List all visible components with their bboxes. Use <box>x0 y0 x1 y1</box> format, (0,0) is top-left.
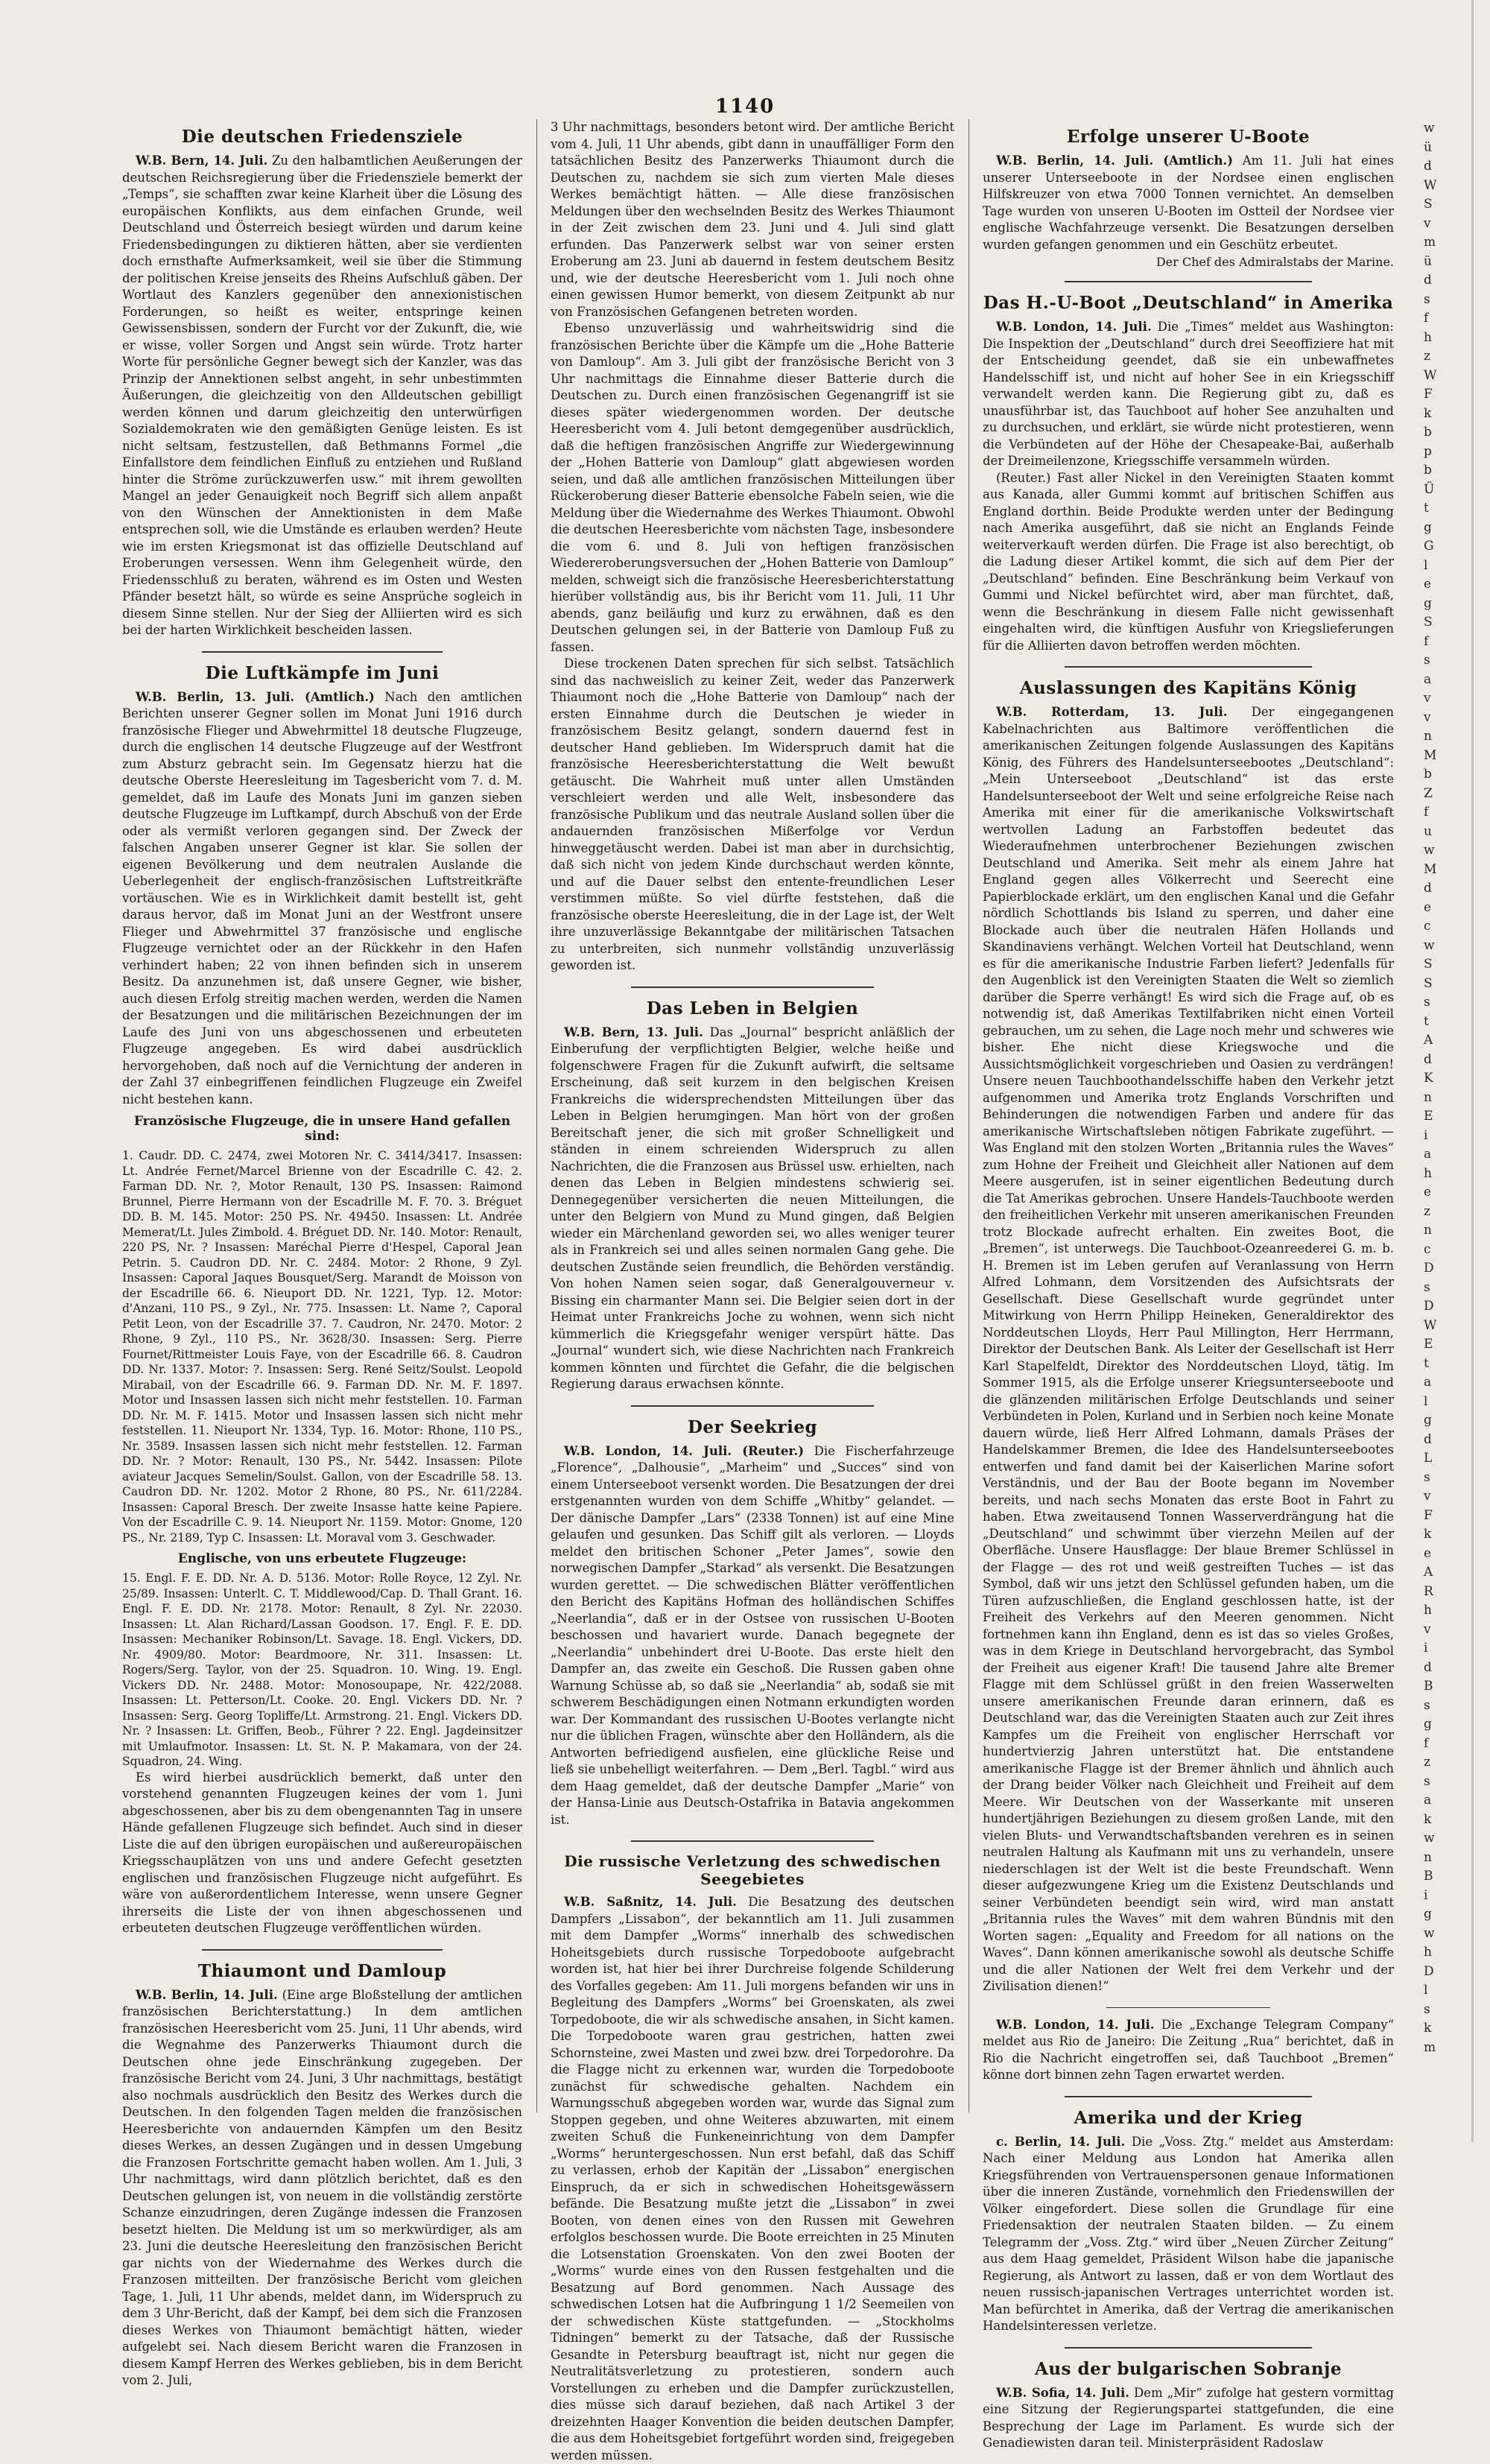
bleed-line: b <box>1424 425 1432 440</box>
dateline: W.B. Saßnitz, 14. Juli. <box>564 1895 737 1909</box>
bleed-line: k <box>1424 1811 1432 1827</box>
body-text: Am 11. Juli hat eines unserer Unterseeboote in der Nordsee einen englischen Hilfskreuzer von etwa 7000 Tonnen vernichtet. An demselben Tage wurden von unseren U-Booten im Ostteil der Nordsee vier englische Wachfahrzeuge versenkt. Die Besatzungen derselben wurden gefangen genommen und ein Geschütz erbeutet. <box>983 153 1394 252</box>
dateline: W.B. Berlin, 14. Juli. <box>136 1987 278 2002</box>
separator <box>631 1405 873 1407</box>
bleed-line: e <box>1424 899 1432 915</box>
body-text: Nach den amtlichen Berichten unserer Gegner sollen im Monat Juni 1916 durch französische Flieger und Abwehrmittel 18 deutsche Flugzeuge, durch die englischen 14 deutsche Flugzeuge auf der Westfront zum Absturz gebracht sein. Im Gegensatz hierzu hat die deutsche Oberste Heeresleitung im Tagesbericht vom 7. d. M. gemeldet, daß im Laufe des Monats Juni im ganzen sieben deutsche Flugzeuge im Luftkampf, durch Abschuß von der Erde oder als vermißt verloren gegangen sind. Der Zweck der falschen Angaben unserer Gegner ist klar. Sie sollen der eigenen Bevölkerung und dem neutralen Auslande die Ueberlegenheit der englisch-französischen Luftstreitkräfte vortäuschen. Wie es in Wirklichkeit damit bestellt ist, geht daraus hervor, daß im Monat Juni an der Westfront unsere Flieger und Abwehrmittel 37 französische und englische Flugzeuge vernichtet oder an der Rückkehr in den Hafen verhindert haben; 22 von ihnen befinden sich in unserem Besitz. Da anzunehmen ist, daß unsere Gegner, wie bisher, auch diesen Erfolg streitig machen werden, werden die Namen der Besatzungen und die militärischen Bezeichnungen der im Laufe des Juni von uns abgeschossenen und erbeuteten Flugzeuge angegeben. Es wird dabei ausdrücklich hervorgehoben, daß noch auf die Vernichtung der anderen in der Zahl 37 einbegriffenen feindlichen Flugzeuge ein Zweifel nicht bestehen kann. <box>122 689 522 1106</box>
bleed-line: f <box>1424 633 1429 649</box>
bleed-line: F <box>1424 387 1433 402</box>
bleed-line: z <box>1424 1203 1430 1219</box>
dateline: W.B. London, 14. Juli. <box>996 2017 1155 2032</box>
bleed-line: W <box>1424 367 1437 383</box>
headline: Thiaumont und Damloup <box>197 1960 447 1981</box>
bleed-line: k <box>1424 405 1432 421</box>
article-kapitaen-koenig <box>983 678 1394 1995</box>
bleed-line: A <box>1424 1565 1433 1580</box>
list-english-planes: 15. Engl. F. E. DD. Nr. A. D. 5136. Motor: Rolle Royce, 12 Zyl. Nr. 25/89. Insassen: Unterlt. C. T. Middlewood/Cap. D. Thall Grant. 16. Engl. F. E. DD. Nr. 2178. Motor: Renault, 8 Zyl. Nr. 22030. Insassen: Lt. Alan Richard/Lassan Goodson. 17. Engl. F. E. DD. Insassen: Mechaniker Robinson/Lt. Savage. 18. Engl. Vickers, DD. Nr. 4909/80. Motor: Beardmoore, Nr. 311. Insassen: Lt. Rogers/Serg. Taylor, von der 25. Squadron. 10. Wing. 19. Engl. Vickers DD. Nr. 2488. Motor: Monosoupape, Nr. 422/2088. Insassen: Lt. Petterson/Lt. Cooke. 20. Engl. Vickers DD. Nr. ? Insassen: Serg. Georg Topliffe/Lt. Armstrong. 21. Engl. Vickers DD. Nr. ? Insassen: Lt. Griffen, Beob., Führer ? 22. Engl. Jagdeinsitzer mit Umlaufmotor. Insassen: Lt. St. N. P. Makamara, von der 24. Squadron, 24. Wing. <box>122 1571 522 1768</box>
bleed-line: f <box>1424 805 1429 820</box>
bleed-line: S <box>1424 957 1433 972</box>
bleed-line: d <box>1424 159 1432 174</box>
bleed-line: s <box>1424 2001 1430 2017</box>
article-seekrieg <box>551 1417 954 1829</box>
bleed-line: M <box>1424 747 1437 763</box>
body-text: Die „Exchange Telegram Company“ meldet aus Rio de Janeiro: Die Zeitung „Rua“ berichtet, daß in Rio die Nachricht eingetroffen sei, daß Tauchboot „Bremen“ könne dort binnen zehn Tagen erwartet werden. <box>983 2017 1395 2082</box>
column-right <box>972 119 1404 2450</box>
bleed-line: a <box>1424 1375 1432 1390</box>
article-body <box>551 1024 954 1393</box>
bleed-line: S <box>1424 975 1433 991</box>
column-middle <box>540 119 965 2463</box>
article-u-boote <box>983 127 1394 269</box>
bleed-line: n <box>1424 729 1432 744</box>
bleed-line: ü <box>1424 139 1432 155</box>
list-french-planes: 1. Caudr. DD. C. 2474, zwei Motoren Nr. C. 3414/3417. Insassen: Lt. Andrée Fernet/Marcel Brienne von der Escadrille C. 42. 2. Farman DD. Nr. ?, Motor Renault, 130 PS. Insassen: Raimond Brunnel, Pierre Hermann von der Escadrille M. F. 70. 3. Bréguet DD. B. M. 145. Motor: 250 PS. Nr. 49450. Insassen: Lt. Andrée Memerat/Lt. Jules Zimbold. 4. Bréguet DD. Nr. 140. Motor: Renault, 220 PS, Nr. ? Insassen: Maréchal Pierre d'Hespel, Caporal Jean Petrin. 5. Caudron DD. Nr. C. 2484. Motor: 2 Rhone, 9 Zyl. Insassen: Caporal Jaques Bousquet/Serg. Marandt de Moisson von der Escadrille 66. 6. Nieuport DD. Nr. 1221, Typ. 12. Motor: d'Anzani, 110 PS., 9 Zyl., Nr. 775. Insassen: Lt. Name ?, Caporal Petit Leon, von der Escadrille 37. 7. Caudron, Nr. 2470. Motor: 2 Rhone, 9 Zyl., 110 PS., Nr. 3628/30. Insassen: Serg. Pierre Fournet/Rittmeister Louis Faye, von der Escadrille 66. 8. Caudron DD. Nr. 1337. Motor: ?. Insassen: Serg. René Seitz/Soulst. Leopold Mirabail, von der Escadrille 66. 9. Farman DD. Nr. M. F. 1897. Motor und Insassen lassen sich nicht mehr feststellen. 10. Farman DD. Nr. M. F. 1415. Motor und Insassen lassen sich nicht mehr feststellen. 11. Nieuport Nr. 1334, Typ. 16. Motor: Rhone, 110 PS., Nr. 3589. Insassen lassen sich nicht mehr feststellen. 12. Farman DD. Nr. ? Motor: Renault, 130 PS., Nr. 5442. Insassen: Pilote aviateur Jacques Semelin/Soulst. Gallon, von der Escadrille 58. 13. Caudron DD. Nr. 1202. Motor 2 Rhone, 80 PS., Nr. 611/2284. Insassen: Caporal Bresch. Der zweite Insasse hatte keine Papiere. Von der Escadrille C. 9. 14. Nieuport Nr. 1159. Motor: Gnome, 120 PS., Nr. 2189, Typ C. Insassen: Lt. Moraval vom 3. Geschwader. <box>122 1149 522 1545</box>
article-bremen-rio <box>983 2017 1394 2084</box>
bleed-line: s <box>1424 291 1430 307</box>
article-body <box>983 704 1394 1995</box>
bleed-line: W <box>1424 1317 1437 1333</box>
article-thiaumont-continued <box>551 119 954 975</box>
body-text: Die „Times“ meldet aus Washington: Die Inspektion der „Deutschland“ durch drei Seeoffiziere hat mit der Entscheidung geendet, daß sie ein unbewaffnetes Handelsschiff ist, und nicht auf hoher See in ein Kriegsschiff verwandelt werden kann. Die Regierung gibt zu, daß es unausführbar ist, das Tauchboot auf hoher See anzuhalten und zu durchsuchen, und erklärt, sie würde nicht protestieren, wenn die Verbündeten auf der Höhe der Chesapeake-Bai, außerhalb der Dreimeilenzone, Kriegsschiffe versammeln würden. <box>983 320 1394 468</box>
bleed-line: t <box>1424 501 1429 516</box>
bleed-line: d <box>1424 881 1432 896</box>
bleed-line: m <box>1424 235 1436 250</box>
bleed-line: v <box>1424 1621 1431 1637</box>
dateline: W.B. Berlin, 13. Juli. (Amtlich.) <box>136 689 375 704</box>
article-friedensziele <box>122 127 522 639</box>
bleed-line: e <box>1424 1545 1432 1561</box>
bleed-line: e <box>1424 577 1432 592</box>
headline: Die Luftkämpfe im Juni <box>205 662 440 683</box>
article-deutschland-amerika <box>983 293 1394 654</box>
headline: Erfolge unserer U-Boote <box>1066 127 1310 147</box>
bleed-line: d <box>1424 1051 1432 1067</box>
dateline: W.B. London, 14. Juli. <box>996 320 1152 334</box>
bleed-line: n <box>1424 1223 1432 1238</box>
bleed-line: c <box>1424 919 1431 934</box>
bleed-line: v <box>1424 709 1431 725</box>
body-text: (Eine arge Bloßstellung der amtlichen französischen Berichterstattung.) In dem amtlichen französischen Heeresbericht vom 25. Juni, 11 Uhr abends, wird die Wegnahme des Panzerwerks Thiaumont durch die Deutschen ohne jede Einschränkung zugegeben. Der französische Bericht vom 24. Juni, 3 Uhr nachmittags, bestätigt also nochmals ausdrücklich den Besitz des Werkes durch die Deutschen. In den folgenden Tagen melden die französischen Heeresberichte von andauernden Kämpfen um den Besitz dieses Werkes, an dessen Zugängen und in dessen Umgebung die Franzosen Fortschritte gemacht haben wollen. Am 1. Juli, 3 Uhr nachmittags, wird dann plötzlich berichtet, daß es den Deutschen gelungen ist, von neuem in die vollständig zerstörte Schanze einzudringen, deren Zugänge indessen die Franzosen besetzt hielten. Die Meldung ist um so merkwürdiger, als am 23. Juni die deutsche Heeresleitung den französischen Bericht gar nichts von der Wiedernahme des Werkes durch die Franzosen mitteilten. Der französische Bericht vom gleichen Tage, 1. Juli, 11 Uhr abends, meldet dann, im Widerspruch zu dem 3 Uhr-Bericht, daß der Kampf, bei dem sich die Franzosen dieses Werkes von Thiaumont bemächtigt hätten, wieder aufgelebt sei. Nach diesem Bericht waren die Franzosen in diesem Kampf Herren des Werkes geblieben, bis in dem Bericht vom 2. Juli, <box>122 1987 522 2387</box>
headline: Das H.-U-Boot „Deutschland“ in Amerika <box>983 293 1394 313</box>
headline: Auslassungen des Kapitäns König <box>1019 678 1357 698</box>
bleed-line: t <box>1424 1355 1429 1371</box>
article-thiaumont <box>122 1961 522 2389</box>
bleed-line: G <box>1424 539 1434 554</box>
separator <box>202 1949 442 1951</box>
article-sobranje <box>983 2359 1394 2452</box>
dateline: W.B. Bern, 13. Juli. <box>564 1024 703 1039</box>
bleed-line: i <box>1424 1641 1428 1656</box>
article-body: Es wird hierbei ausdrücklich bemerkt, daß unter den vorstehend genannten Flugzeugen keines der vom 1. Juni abgeschossenen, aber bis zu dem obengenannten Tag in unsere Hände gefallenen Flugzeuge sich befindet. Auch sind in dieser Liste die auf den übrigen europäischen und außereuropäischen Kriegsschauplätzen von uns und andere Gefecht gesetzten englischen und französischen Flugzeuge nicht aufgeführt. Es wäre von außerordentlichem Interesse, wenn unsere Gegner ihrerseits die Liste der von ihnen abgeschossenen und erbeuteten deutschen Flugzeuge veröffentlichen würden. <box>122 1770 522 1935</box>
dateline: c. Berlin, 14. Juli. <box>996 2134 1126 2149</box>
bleed-line: z <box>1424 349 1430 364</box>
bleed-line: a <box>1424 1147 1432 1162</box>
headline: Die russische Verletzung des schwedischen Seegebietes <box>564 1852 941 1888</box>
article-amerika-krieg <box>983 2108 1394 2335</box>
bleed-line: k <box>1424 2021 1432 2036</box>
article-body <box>983 153 1394 253</box>
body-text: Die „Voss. Ztg.“ meldet aus Amsterdam: Nach einer Meldung aus London hat Amerika allen Kriegsführenden von Vertrauenspersonen genaue Informationen über die inneren Zustände, vornehmlich den Friedenswillen der Völker eingefordert. Diese sollen die Grundlage für eine Friedensaktion der neutralen Staaten bilden. — Zu einem Telegramm der „Voss. Ztg.“ wird über „Neuen Zürcher Zeitung“ aus dem Haag gemeldet, Präsident Wilson habe die japanische Regierung, als Antwort zu lassen, daß er von dem Wortlaut des neuen russisch-japanischen Vertrages unterrichtet worden ist. Man befürchtet in Amerika, daß der Vertrag die amerikanischen Handelsinteressen verletze. <box>983 2134 1394 2333</box>
bleed-line: s <box>1424 1697 1430 1713</box>
bleed-line: g <box>1424 1717 1432 1732</box>
bleed-line: n <box>1424 1089 1432 1105</box>
signature: Der Chef des Admiralstabs der Marine. <box>1155 255 1394 269</box>
separator <box>1106 2007 1271 2008</box>
bleed-line: d <box>1424 273 1432 288</box>
bleed-line: h <box>1424 329 1432 345</box>
bleed-line: ü <box>1424 253 1432 269</box>
bleed-line: a <box>1424 671 1432 687</box>
article-schwedisches-seegebiet <box>551 1852 954 2464</box>
article-body <box>122 153 522 639</box>
bleed-line: c <box>1424 1241 1431 1257</box>
bleed-line: h <box>1424 1165 1432 1181</box>
bleed-line: F <box>1424 1507 1433 1523</box>
article-body <box>122 1987 522 2389</box>
bleed-line: l <box>1424 1393 1428 1409</box>
bleed-line: Z <box>1424 785 1433 801</box>
bleed-line: B <box>1424 1679 1433 1694</box>
dateline: W.B. Berlin, 14. Juli. (Amtlich.) <box>996 153 1234 168</box>
bleed-line: d <box>1424 1659 1432 1675</box>
article-body <box>983 2385 1394 2452</box>
body-text: Die Fischerfahrzeuge „Florence“, „Dalhousie“, „Marheim“ und „Succes“ sind von einem Unterseeboot versenkt worden. Die Besatzungen der drei erstgenannten wurden von dem Schiffe „Whitby“ gelandet. — Der dänische Dampfer „Lars“ (2338 Tonnen) ist auf eine Mine gelaufen und gesunken. Das Schiff gilt als verloren. — Lloyds meldet den britischen Schoner „Peter James“, sowie den norwegischen Dampfer „Starkad“ als versenkt. Die Besatzungen wurden gerettet. — Die schwedischen Blätter veröffentlichen den Bericht des Kapitäns Hofman des holländischen Schiffes „Neerlandia“, daß er in der Ostsee von russischen U-Booten beschossen und havariert wurde. Danach begegnete der „Neerlandia“ unbehindert drei U-Boote. Das erste hielt den Dampfer an, das zweite ein Geschoß. Die Russen gaben ohne Warnung Schüsse ab, so daß sie „Neerlandia“ ab, sodaß sie mit schwerem Beschädigungen einen Notmann erkundigten worden war. Der Kommandant des russischen U-Bootes verlangte nicht nur die üblichen Fragen, wünschte aber den Holländern, als die Antworten befriedigend ausfielen, eine glückliche Reise und ließ sie unbehelligt weiterfahren. — Dem „Berl. Tagbl.“ wird aus dem Haag gemeldet, daß der deutsche Dampfer „Marie“ von der Hansa-Linie aus Deutsch-Ostafrika in Batavia angekommen ist. <box>551 1443 954 1827</box>
column-rule <box>968 119 969 2112</box>
column-left <box>112 119 533 2387</box>
bleed-line: D <box>1424 1299 1434 1314</box>
bleed-line: s <box>1424 1469 1430 1485</box>
dateline: W.B. London, 14. Juli. (Reuter.) <box>564 1443 805 1458</box>
article-luftkaempfe <box>122 663 522 1937</box>
article-body <box>122 689 522 1109</box>
dateline: W.B. Rotterdam, 13. Juli. <box>996 705 1228 719</box>
separator <box>1065 281 1311 282</box>
bleed-line: h <box>1424 1945 1432 1960</box>
bleed-line: K <box>1424 1071 1433 1086</box>
bleed-line: t <box>1424 1013 1429 1029</box>
article-belgien <box>551 998 954 1393</box>
headline: Amerika und der Krieg <box>1074 2107 1303 2128</box>
bleed-line: A <box>1424 1033 1433 1048</box>
bleed-line: u <box>1424 823 1432 839</box>
bleed-line: Ü <box>1424 481 1435 497</box>
bleed-line: i <box>1424 1887 1428 1903</box>
separator <box>631 1840 873 1842</box>
article-body <box>983 2017 1394 2084</box>
headline: Aus der bulgarischen Sobranje <box>1034 2358 1342 2379</box>
bleed-line: D <box>1424 1261 1434 1276</box>
bleed-line: D <box>1424 1963 1434 1979</box>
bleed-line: f <box>1424 1735 1429 1751</box>
bleed-line: E <box>1424 1109 1433 1124</box>
dateline: W.B. Bern, 14. Juli. <box>136 153 268 168</box>
article-body: (Reuter.) Fast aller Nickel in den Vereinigten Staaten kommt aus Kanada, aller Gummi kommt auf britischen Schiffen aus England dorthin. Beide Produkte werden unter der Bedingung nach Amerika ausgeführt, daß sie nicht an Englands Feinde weiterverkauft werden dürfen. Die Frage ist also berechtigt, ob die Ladung dieser Artikel kommt, die sich auf dem Pier der „Deutschland“ befinden. Eine Beschränkung beim Verkauf von Gummi und Nickel befürchtet wird, aber man fürchtet, daß, wenn die Beschränkung in diesem Falle nicht gewissenhaft eingehalten wird, die künftigen Ausfuhr von Kriegslieferungen für die Alliierten davon betroffen werden möchten. <box>983 470 1394 653</box>
bleed-line: b <box>1424 463 1432 478</box>
bleed-line: z <box>1424 1755 1430 1770</box>
bleed-line: S <box>1424 615 1433 630</box>
bleed-line: w <box>1424 121 1435 136</box>
bleed-line: M <box>1424 861 1437 877</box>
body-text: Dem „Mir“ zufolge hat gestern vormittag eine Sitzung der Regierungspartei stattgefunden, die eine Besprechung der Lage im Parlament. Es wurde sich der Genadiewisten daran teil. Ministerpräsident Radoslaw <box>983 2385 1394 2450</box>
bleed-line: k <box>1424 1527 1432 1542</box>
bleed-line: e <box>1424 1185 1432 1200</box>
bleed-line: s <box>1424 1279 1430 1295</box>
separator <box>1065 666 1311 668</box>
bleed-line: a <box>1424 1793 1432 1808</box>
list-title: Englische, von uns erbeutete Flugzeuge: <box>177 1551 467 1566</box>
column-rule <box>536 119 537 2112</box>
bleed-line: w <box>1424 1831 1435 1846</box>
article-body <box>983 319 1394 470</box>
bleed-line: L <box>1424 1451 1433 1466</box>
bleed-line: b <box>1424 767 1432 782</box>
list-title: Französische Flugzeuge, die in unsere Hand gefallen sind: <box>133 1114 511 1144</box>
article-body: Ebenso unzuverlässig und wahrheitswidrig sind die französischen Berichte über die Kämpfe um die „Hohe Batterie von Damloup“. Am 3. Juli gibt der französische Bericht von 3 Uhr nachmittags die Einnahme dieser Batterie durch die Deutschen zu. Durch einen französischen Gegenangriff ist sie dieses später wiedergenommen worden. Der deutsche Heeresbericht vom 4. Juli betont demgegenüber ausdrücklich, daß die heftigen französischen Angriffe zur Wiedergewinnung der „Hohen Batterie von Damloup“ glatt abgewiesen worden seien, und daß alle amtlichen französischen Mitteilungen über Rückeroberung dieser Batterie ebensolche Fabeln seien, wie die Meldung über die Wiedernahme des Werkes Thiaumont. Obwohl die deutschen Heeresberichte vom nächsten Tage, insbesondere die vom 6. und 8. Juli von heftigen französischen Wiedereroberungsversuchen der „Hohen Batterie von Damloup“ melden, schweigt sich die französische Heeresberichterstattung hierüber vollständig aus, bis ihr Bericht vom 11. Juli, 11 Uhr abends, ganz beiläufig und kurz zu erwähnen, daß es den Deutschen gelungen sei, in der Batterie von Damloup Fuß zu fassen. <box>551 321 955 654</box>
bleed-line: w <box>1424 1925 1435 1941</box>
separator <box>1065 2096 1311 2097</box>
bleed-line: m <box>1424 2039 1436 2055</box>
body-text: Die Besatzung des deutschen Dampfers „Lissabon“, der bekanntlich am 11. Juli zusammen mit dem Dampfer „Worms“ innerhalb des schwedischen Hoheitsgebiets durch russische Torpedoboote aufgebracht worden ist, hat hier bei ihrer Durchreise folgende Schilderung des Vorfalles gegeben: Am 11. Juli morgens befanden wir uns in Begleitung des Dampfers „Worms“ bei Groenskaten, als zwei Torpedoboote, die wir als schwedische ansahen, in Sicht kamen. Die Torpedoboote waren grau gestrichen, hatten zwei Schornsteine, zwei Masten und zwei bzw. drei Torpedorohre. Da die Flagge nicht zu erkennen war, wurden die Torpedoboote zunächst für schwedische gehalten. Nachdem ein Warnungsschuß abgegeben worden war, wurde das Signal zum Stoppen gegeben, und ohne Weiteres abzuwarten, mit einem zweiten Schuß die Funkeneinrichtung von dem Dampfer „Worms“ heruntergeschossen. Nun erst befahl, daß das Schiff zu verlassen, erhob der Kapitän der „Lissabon“ energischen Einspruch, da er sich in schwedischen Hoheitsgewässern befände. Die Besatzung mußte jetzt die „Lissabon“ in zwei Booten, von denen eines von den Russen mit Gewehren erfolglos beschossen wurde. Die Boote erreichten in 25 Minuten die Lotsenstation Groenskaten. Von den zwei Booten der „Worms“ wurde eines von den Russen festgehalten und die Besatzung auf Bord genommen. Nach Aussage des schwedischen Lotsen hat die Aufbringung 1 1/2 Seemeilen von der schwedischen Küste stattgefunden. — „Stockholms Tidningen“ bemerkt zu der Tatsache, daß der Russische Gesandte in Petersburg beauftragt ist, nicht nur gegen die Neutralitätsverletzung zu protestieren, sondern auch Vorstellungen zu erheben und die Dampfer zurückzustellen, dies müsse sich darauf beziehen, daß nach Artikel 3 der dreizehnten Haager Konvention die beiden deutschen Dampfer, die aus dem Hoheitsgebiet fortgeführt worden sind, freigegeben werden müssen. <box>551 1895 955 2463</box>
bleed-line: g <box>1424 1413 1432 1428</box>
bleed-line: d <box>1424 1431 1432 1447</box>
bleed-line: p <box>1424 443 1432 459</box>
article-body <box>551 1443 954 1829</box>
dateline: W.B. Sofia, 14. Juli. <box>996 2385 1129 2400</box>
bleed-line: n <box>1424 1849 1432 1865</box>
bleed-line: g <box>1424 595 1432 611</box>
page-number: 1140 <box>714 95 776 118</box>
bleed-line: i <box>1424 1127 1428 1143</box>
bleed-line: w <box>1424 937 1435 953</box>
bleed-line: s <box>1424 1773 1430 1789</box>
bleed-line: g <box>1424 1907 1432 1922</box>
bleed-line: h <box>1424 1603 1432 1618</box>
separator <box>202 651 442 653</box>
bleed-line: s <box>1424 653 1430 668</box>
bleed-line: v <box>1424 1489 1431 1504</box>
bleed-line: f <box>1424 311 1429 326</box>
bleed-line: s <box>1424 995 1430 1010</box>
article-body: Diese trockenen Daten sprechen für sich selbst. Tatsächlich sind das nachweislich zu keiner Zeit, weder das Panzerwerk Thiaumont noch die „Hohe Batterie von Damloup“ nach der ersten Einnahme durch die Deutschen je wieder in französischem Besitz gelangt, sondern dauernd fest in deutscher Hand geblieben. Im Widerspruch damit hat die französische Heeresberichterstattung die Welt bewußt getäuscht. Die Wahrheit muß unter allen Umständen verschleiert werden und alle Welt, insbesondere das französische Publikum und das neutrale Ausland sollen über die andauernden französischen Mißerfolge vor Verdun hinweggetäuscht werden. Dabei ist man aber in durchsichtig, daß sich nicht von jedem Kinde durchschaut werden könnte, und auf die Dauer selbst den entente-freundlichen Leser verstimmen müßte. So viel dürfte feststehen, daß die französische oberste Heeresleitung, die in der Lage ist, der Welt ihre unzuverlässige Bekanntgabe der militärischen Tatsachen zu unterbreiten, sich nunmehr vollständig unzuverlässig geworden ist. <box>551 656 954 972</box>
bleed-line: g <box>1424 519 1432 535</box>
bleed-line: R <box>1424 1583 1433 1599</box>
headline: Das Leben in Belgien <box>646 998 859 1019</box>
headline: Der Seekrieg <box>687 1416 818 1437</box>
body-text: Das „Journal“ bespricht anläßlich der Einberufung der verpflichtigten Belgier, welche heiße und folgenschwere Fragen für die Zukunft aufwirft, die seltsame Erscheinung, daß seit kurzem in den belgischen Kreisen Frankreichs die widersprechendsten Mitteilungen über das Leben in Belgien herumgingen. Man hört von der großen Bereitschaft jener, die sich mit großer Schnelligkeit und ständen in einem schreienden Widerspruch zu allen Nachrichten, die die Franzosen aus Brüssel usw. erhielten, nach denen das Leben in Belgien mindestens schwierig sei. Dennegegenüber versicherten die neuen Mitteilungen, die unter den Belgiern von Mund zu Mund gingen, daß Belgien wieder ein Märchenland geworden sei, wo alles weniger teurer als in Frankreich sei und alles seinen normalen Gang gehe. Die deutschen Zustände seien freundlich, die Behörden verständig. Von hohen Namen seien sogar, daß Generalgouverneur v. Bissing ein charmanter Mann sei. Die Belgier seien dort in der Heimat unter Frankreichs Joche zu wohnen, wenn sich nicht kümmerlich die Kriegsgefahr weniger verspürt hätte. Das „Journal“ wundert sich, wie diese Nachrichten nach Frankreich kommen könnten und fürchtet die Gefahr, die die belgischen Regierung daraus erwachsen könnte. <box>551 1024 955 1391</box>
bleed-line: v <box>1424 691 1431 706</box>
body-text: Der eingegangenen Kabelnachrichten aus Baltimore veröffentlichen die amerikanischen Zeitungen folgende Auslassungen des Kapitäns König, des Führers des Handelsunterseebootes „Deutschland“: „Mein Unterseeboot „Deutschland“ ist das erste Handelsunterseeboot der Welt und seine erfolgreiche Reise nach Amerika mit einer für die amerikanische Volkswirtschaft wertvollen Ladung an Farbstoffen bedeutet das Wiederaufnehmen unterbrochener Beziehungen zwischen Deutschland und Amerika. Seit mehr als einem Jahre hat England gegen alles Völkerrecht und Seerecht eine Papierblockade erklärt, um den englischen Kanal und die Gefahr nördlich Schottlands bis Island zu sperren, und daher eine Blockade auch über die neutralen Häfen Hollands und Skandinaviens verhängt. Welchen Vorteil hat Deutschland, wenn es für die amerikanische Industrie Farben liefert? Jedenfalls für den Augenblick ist den Vereinigten Staaten die Welt so ziemlich darüber die Sperre verhängt! Es wird sich die Frage auf, ob es notwendig ist, daß Amerikas Textilfabriken nicht einen Vorteil gebrauchen, um zu sehen, die Lage noch mehr und schweres wie bisher. Ehe nicht diese Kriegswoche und die Aussichtsmöglichkeit vorgeschrieben und Oasien zu verdrängen! Unsere neuen Tauchboothandelsschiffe haben den Verkehr jetzt aufgenommen und Amerika trotz Englands Vorschriften und Behinderungen die notwendigen Farben und andere für das amerikanische Wirtschaftsleben nötigen Fabrikate zugeführt. — Was England mit den stolzen Worten „Britannia rules the Waves“ zum Hohne der Freiheit und Gleichheit aller Nationen auf dem Meere ausgerufen, ist in seiner eigentlichen Bedeutung durch die Tat Amerikas gebrochen. Unsere Handels-Tauchboote werden den freiheitlichen Verkehr mit unseren amerikanischen Freunden trotz Blockade aufrecht erhalten. Ein zweites Boot, die „Bremen“, ist unterwegs. Die Tauchboot-Ozeanreederei G. m. b. H. Bremen ist im Leben gerufen auf Veranlassung von Herrn Alfred Lohmann, dem Vorsitzenden des Aufsichtsrats der Gesellschaft. Diese Gesellschaft wurde gegründet unter Mitwirkung von Herrn Philipp Heineken, Generaldirektor des Norddeutschen Lloyds, Herr Paul Millington, Herr Herrmann, Direktor der Deutschen Bank. Als Leiter der Gesellschaft ist Herr Karl Stapelfeldt, Direktor des Norddeutschen Lloyd, tätig. Im Sommer 1915, als die Erfolge unserer Kriegsunterseeboote und die glänzenden militärischen Erfolge Deutschlands und seiner Verbündeten in Polen, Kurland und in Serbien noch keine Monate dauern würde, ließ Herr Alfred Lohmann, damals Präses der Handelskammer Bremen, die Idee des Handelsunterseebootes entwerfen und fand damit bei der Kaiserlichen Marine sofort Verständnis, und der Bau der Boote begann im November bereits, und nach sechs Monaten das erste Boot in Fahrt zu haben. Etwa zweitausend Tonnen Wasserverdrängung hat die „Deutschland“ und schwimmt über vierzehn Meilen auf der Oberfläche. Unsere Hausflagge: Der blaue Bremer Schlüssel in der Flagge — des rot und weiß gestreiften Tuches — ist das Symbol, daß wir uns jetzt den Schlüssel gefunden haben, um die Türen aufzuschließen, die England geschlossen hatte, ist der Freiheit des Verkehrs auf den Meeren genommen. Nicht fortnehmen kann ihn England, denn es ist das so vieles Großes, was in dem Kriege in Deutschland hervorgebracht, das Symbol der Freiheit aus eigener Kraft! Die tausend Jahre alte Bremer Flagge mit dem Schlüssel grüßt in den freien Wasserwelten unsere amerikanischen Freunde daran erinnern, daß es Deutschland war, das die Vereinigten Staaten auch zur Zeit ihres Kampfes um die Freiheit von englischer Herrschaft vor hundertvierzig Jahren unterstützt hat. Die entstandene amerikanische Flagge ist der Bremer ähnlich und ähnlich auch der Drang beider Völker nach Gleichheit und Freiheit auf dem Meere. Wir Deutschen von der Wasserkante mit unseren hundertjährigen Beziehungen zu diesem großen Lande, mit den vielen Bluts- und Verwandtschaftsbanden verehren es in seinen neutralen Haltung als Kaufmann mit uns zu verhandeln, unsere niederschlagen ist der Welt ist die beste Freundschaft. Wenn dieser aufgezwungene Krieg um die Existenz Deutschlands und seiner Verbündeten beendigt sein wird, wird man anstatt „Britannia rules the Waves“ mit dem wahren Bündnis mit den Worten sagen: „Equality and Freedom for all nations on the Waves“. Dann können amerikanische sowohl als deutsche Schiffe und die aller Nationen der Welt frei dem Verkehr und der Zivilisation dienen!“ <box>983 705 1394 1993</box>
headline: Die deutschen Friedensziele <box>181 127 463 147</box>
bleed-line: l <box>1424 1983 1428 1998</box>
article-body: 3 Uhr nachmittags, besonders betont wird. Der amtliche Bericht vom 4. Juli, 11 Uhr abends, gibt dann in unauffälliger Form den tatsächlichen Besitz des Panzerwerks Thiaumont durch die Deutschen zu, nachdem sie sich zum vierten Male dieses Werkes bemächtigt hätten. — Alle diese französischen Meldungen über den wechselnden Besitz des Werkes Thiaumont in der Zeit zwischen dem 23. Juni und 4. Juli sind glatt erfunden. Das Panzerwerk selbst war von seiner ersten Eroberung am 23. Juni ab dauernd in festem deutschem Besitz und, wie der deutsche Heeresbericht vom 1. Juli noch ohne einen gewissen Humor bemerkt, von diesem Zeitpunkt ab nur von Französischen Gefangenen betreten worden. <box>551 120 954 319</box>
article-body <box>983 2134 1394 2335</box>
bleed-line: l <box>1424 557 1428 573</box>
bleed-line: w <box>1424 843 1435 858</box>
separator <box>1065 2347 1311 2349</box>
body-text: Zu den halbamtlichen Aeußerungen der deutschen Reichsregierung über die Friedensziele bemerkt der „Temps“, sie schafften zwar keine Klarheit über die Lösung des europäischen Konflikts, aus dem einfachen Grunde, weil Deutschland und Österreich besiegt würden und darum keine Friedensbedingungen zu diktieren hätten, aber sie verdienten doch ernsthafte Aufmerksamkeit, weil sie über die Stimmung der politischen Kreise jenseits des Rheins Aufschluß gäben. Der Wortlaut des Kanzlers gegenüber den annexionistischen Forderungen, so heißt es weiter, entspringe keinen Gewissensbissen, sondern der Furcht vor der Zukunft, die, wie er wisse, voller Sorgen und Angst sein würde. Trotz harter Worte für persönliche Gegner bewegt sich der Kanzler, was das Prinzip der Annektionen selbst angeht, in sehr unbestimmten Äußerungen, die gleichzeitig von den Alldeutschen gebilligt werden können und darum gleichzeitig den unterwürfigen Sozialdemokraten wie den gemäßigten Genüge leisten. Es ist nicht seltsam, festzustellen, daß Bethmanns Formel „die Einfallstore dem feindlichen Einfluß zu entziehen und Rußland hinter die Ströme zurückzuwerfen usw.“ mit ihrem gewollten Mangel an jeder Genauigkeit noch Begriff sich allem anpaßt von den Wünschen der Annektionisten in dem Maße entsprechen soll, wie die Umstände es erlauben werden? Heute wie im ersten Kriegsmonat ist das offizielle Deutschland auf Eroberungen versessen. Wenn ihm Gelegenheit würde, den Friedensschluß zu beraten, während es im Osten und Westen Pfänder besetzt hält, so würde es seine Ansprüche sogleich in diesem Sinne stellen. Nur der Sieg der Alliierten wird es sich bei der harten Wirklichkeit bescheiden lassen. <box>122 153 522 637</box>
separator <box>631 986 873 988</box>
bleed-line: E <box>1424 1337 1433 1352</box>
bleed-line: S <box>1424 197 1433 212</box>
article-body <box>551 1894 954 2464</box>
bleed-line: v <box>1424 215 1431 231</box>
bleed-line: B <box>1424 1869 1433 1884</box>
adjacent-page-edge <box>1419 119 1490 2112</box>
bleed-line: W <box>1424 177 1437 193</box>
